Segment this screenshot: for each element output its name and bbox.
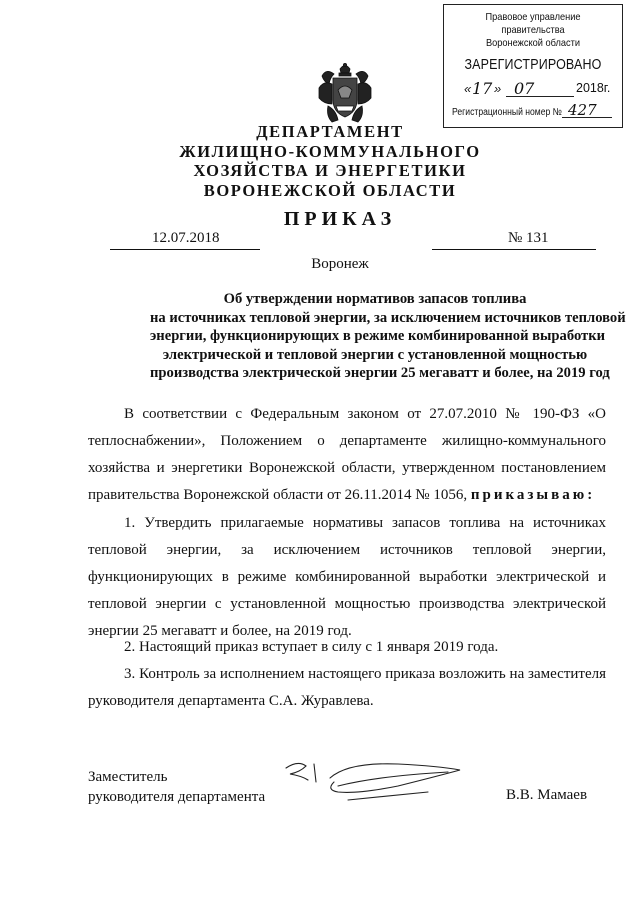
order-item-1: 1. Утвердить прилагаемые нормативы запасов топлива на источниках тепловой энергии, за исключением источников тепловой энергии, функционирующих в режиме комбинированной выработки электрической и тепловой энергии с установленной мощностью производства электрической энергии 25 мегаватт и более, на 2019 год.	[88, 515, 606, 639]
order-item-2: 2. Настоящий приказ вступает в силу с 1 января 2019 года.	[124, 639, 499, 655]
dept-line1: ДЕПАРТАМЕНТ	[256, 122, 404, 141]
dept-line3: ХОЗЯЙСТВА И ЭНЕРГЕТИКИ	[193, 161, 467, 180]
signatory-position	[88, 767, 265, 807]
signatory-name: В.В. Мамаев	[506, 787, 588, 803]
order-word: приказываю:	[470, 487, 596, 503]
stamp-org-line2: Воронежской области	[485, 37, 581, 49]
stamp-reg-number-value: 427	[568, 101, 597, 119]
signatory-position-line1: Заместитель	[88, 769, 168, 785]
stamp-org-line1: Правовое управление правительства	[485, 11, 581, 36]
order-item-3: 3. Контроль за исполнением настоящего приказа возложить на заместителя руководителя департамента С.А. Журавлева.	[88, 666, 606, 709]
handwritten-signature	[278, 756, 478, 806]
subject-line5: производства электрической энергии 25 мегаватт и более, на 2019 год	[150, 365, 610, 382]
subject-line2: на источниках тепловой энергии, за исключением источников тепловой	[150, 309, 626, 326]
number-underline	[432, 249, 596, 250]
document-type: ПРИКАЗ	[283, 208, 397, 230]
subject-line1: Об утверждении нормативов запасов топлива	[223, 291, 527, 307]
preamble-text: В соответствии с Федеральным законом от 27.07.2010 № 190-ФЗ «О теплоснабжении», Положением о департаменте жилищно-коммунального хозяйства и энергетики Воронежской области, утвержденном постановлением правительства Воронежской области от 26.11.2014 № 1056,	[88, 406, 606, 503]
stamp-date-day: 17	[472, 79, 493, 98]
coat-of-arms-icon	[316, 60, 374, 124]
stamp-date-open-quote: «	[464, 81, 472, 96]
stamp-date-year: 2018г.	[576, 81, 611, 95]
registration-stamp	[443, 4, 623, 128]
stamp-reg-number	[452, 101, 620, 119]
dept-line4: ВОРОНЕЖСКОЙ ОБЛАСТИ	[203, 180, 457, 200]
subject-line4: электрической и тепловой энергии с установленной мощностью	[162, 346, 588, 363]
stamp-date	[450, 79, 618, 99]
preamble-paragraph	[88, 401, 606, 509]
order-date: 12.07.2018	[152, 230, 220, 246]
signatory-position-line2: руководителя департамента	[88, 789, 266, 805]
subject-line3: энергии, функционирующих в режиме комбинированной выработки	[150, 328, 606, 345]
stamp-registered-label: ЗАРЕГИСТРИРОВАНО	[464, 57, 602, 73]
stamp-organization	[455, 11, 612, 50]
stamp-date-close-quote: »	[494, 81, 502, 96]
order-city: Воронеж	[311, 256, 369, 272]
order-subject	[150, 290, 626, 383]
order-number: № 131	[508, 230, 549, 246]
date-underline	[110, 249, 260, 250]
stamp-date-month: 07	[514, 79, 535, 98]
stamp-reg-number-label: Регистрационный номер №	[452, 107, 562, 118]
dept-line2: ЖИЛИЩНО-КОММУНАЛЬНОГО	[179, 141, 481, 161]
department-name	[140, 122, 520, 200]
